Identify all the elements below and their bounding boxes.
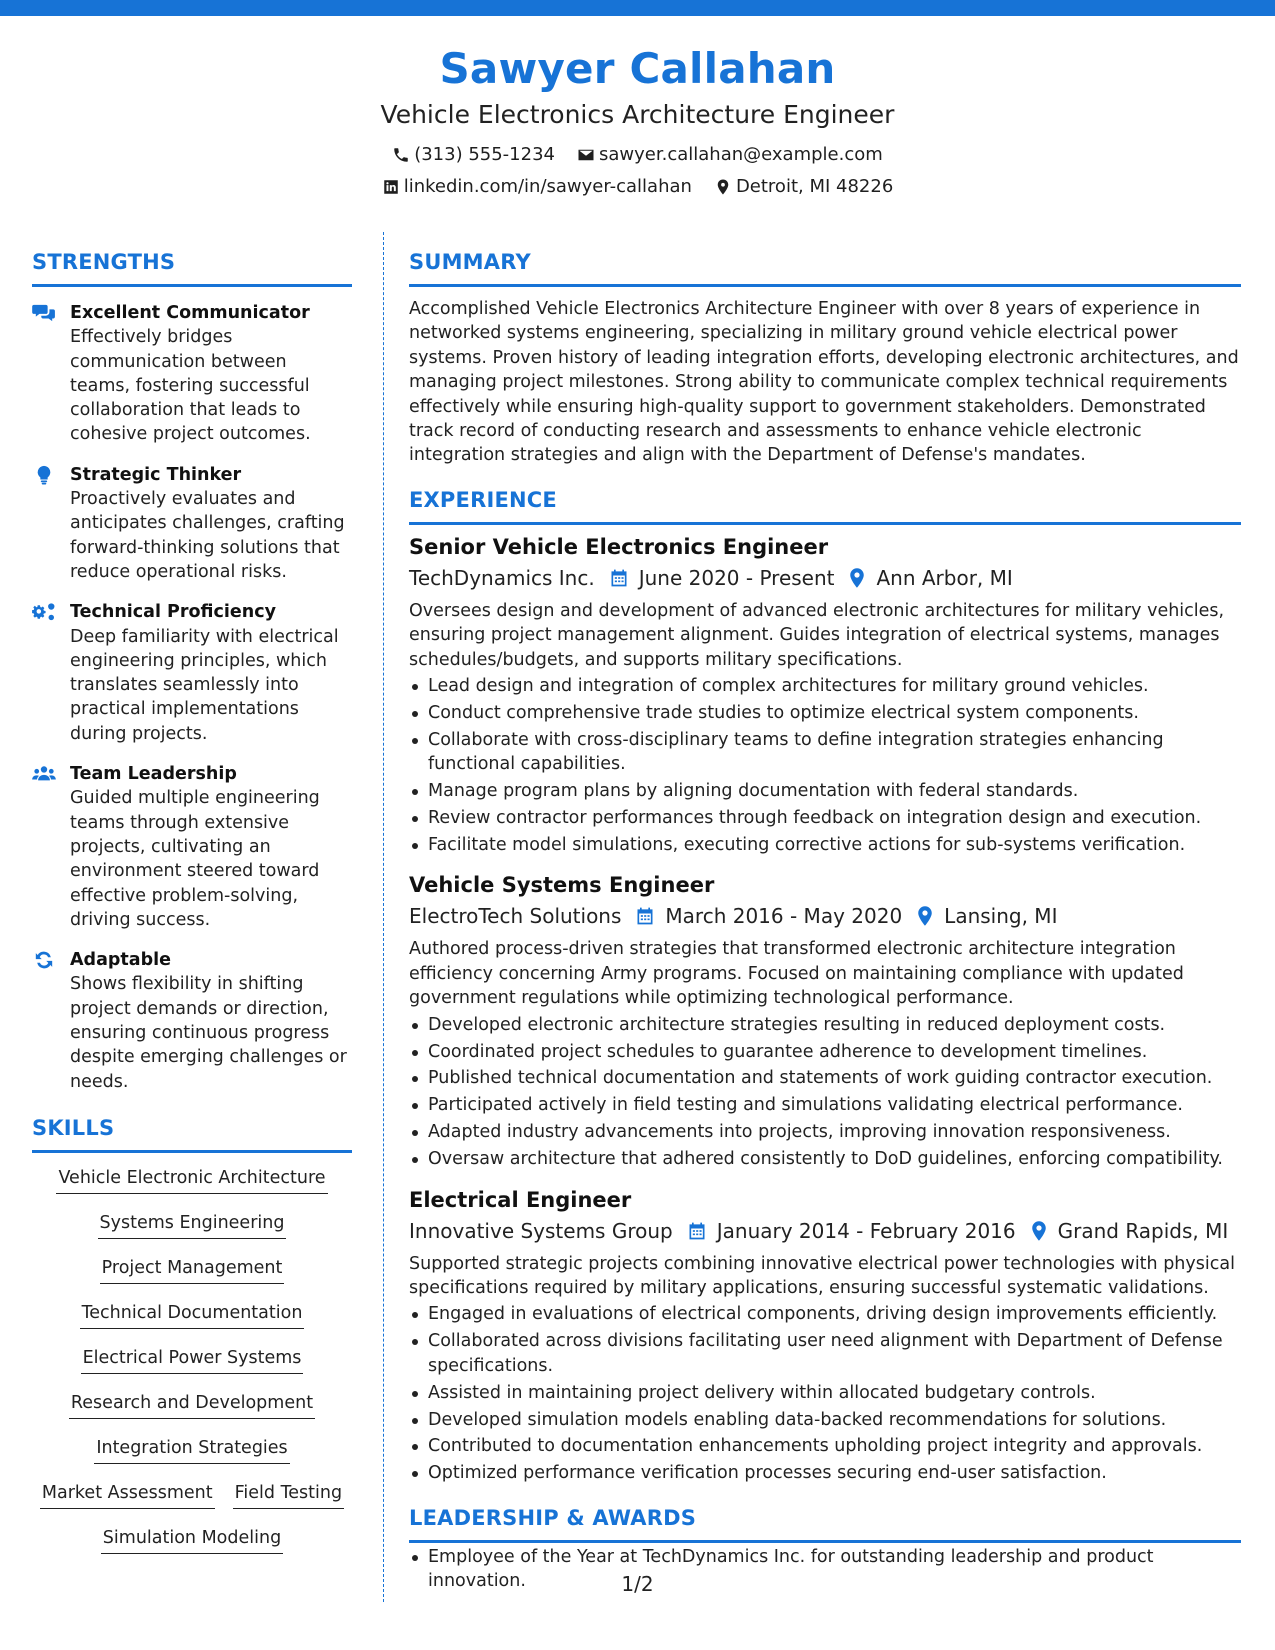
map-pin-icon bbox=[714, 178, 732, 196]
job-description: Authored process-driven strategies that transformed electronic architecture integration efficiency concerning Army programs. Focused on maintaining compliance with updated government regulations while optimizing technological performance. bbox=[409, 939, 1184, 1009]
column-divider bbox=[383, 232, 384, 1602]
chat-bubbles-icon bbox=[32, 303, 56, 323]
email-text: sawyer.callahan@example.com bbox=[599, 144, 883, 165]
skill-tag: Vehicle Electronic Architecture bbox=[56, 1167, 327, 1194]
awards-heading: LEADERSHIP & AWARDS bbox=[409, 1505, 697, 1530]
phone-icon bbox=[392, 146, 410, 164]
strength-item bbox=[32, 600, 352, 746]
job-bullet: Collaborate with cross-disciplinary teams to define integration strategies enhancing functional capabilities. bbox=[409, 728, 1241, 777]
job-bullet: Developed electronic architecture strategies resulting in reduced deployment costs. bbox=[409, 1013, 1241, 1037]
candidate-role: Vehicle Electronics Architecture Engineer bbox=[380, 100, 895, 129]
job-company: TechDynamics Inc. bbox=[409, 565, 595, 590]
strength-title: Strategic Thinker bbox=[70, 464, 242, 485]
strength-item bbox=[32, 948, 352, 1094]
job-bullets bbox=[409, 1013, 1241, 1172]
job-location: Lansing, MI bbox=[944, 904, 1058, 929]
email-contact[interactable] bbox=[577, 140, 883, 170]
job-title: Electrical Engineer bbox=[409, 1187, 632, 1212]
job-bullet: Manage program plans by aligning documentation with federal standards. bbox=[409, 779, 1241, 803]
job-bullet: Participated actively in field testing and simulations validating electrical performance. bbox=[409, 1093, 1241, 1117]
skill-tag: Electrical Power Systems bbox=[81, 1347, 304, 1374]
job-entry bbox=[409, 1186, 1241, 1486]
strength-text: Effectively bridges communication between teams, fostering successful collaboration that leads to cohesive project outcomes. bbox=[70, 327, 311, 445]
strength-text: Guided multiple engineering teams through extensive projects, cultivating an environment steered toward effective problem-solving, driving success. bbox=[70, 788, 320, 930]
location-text: Detroit, MI 48226 bbox=[735, 176, 894, 197]
job-bullet: Collaborated across divisions facilitating user need alignment with Department of Defense specifications. bbox=[409, 1329, 1241, 1378]
job-bullet: Review contractor performances through feedback on integration design and execution. bbox=[409, 806, 1241, 830]
right-column bbox=[409, 248, 1241, 1596]
left-column bbox=[32, 248, 352, 1572]
job-bullet: Coordinated project schedules to guarantee adherence to development timelines. bbox=[409, 1040, 1241, 1064]
job-entry bbox=[409, 533, 1241, 858]
resume-header bbox=[0, 40, 1275, 202]
strength-title: Excellent Communicator bbox=[70, 303, 310, 323]
skills-rule bbox=[32, 1150, 352, 1153]
job-company: ElectroTech Solutions bbox=[409, 904, 622, 929]
job-description: Oversees design and development of advanced electronic architectures for military vehicles, ensuring project management alignment. Guides integration of electrical systems, manages schedules/budgets, and supports military specifications. bbox=[409, 600, 1225, 670]
calendar-icon bbox=[687, 1221, 707, 1241]
strengths-rule bbox=[32, 284, 352, 287]
job-bullet: Lead design and integration of complex architectures for military ground vehicles. bbox=[409, 674, 1241, 698]
lightbulb-icon bbox=[32, 465, 56, 485]
job-location: Ann Arbor, MI bbox=[876, 565, 1013, 590]
phone-text: (313) 555-1234 bbox=[414, 144, 555, 165]
job-bullet: Optimized performance verification processes securing end-user satisfaction. bbox=[409, 1461, 1241, 1485]
linkedin-text: linkedin.com/in/sawyer-callahan bbox=[403, 176, 692, 197]
strength-item bbox=[32, 301, 352, 447]
skill-tag: Integration Strategies bbox=[94, 1437, 289, 1464]
candidate-name: Sawyer Callahan bbox=[439, 44, 836, 93]
skill-tag: Market Assessment bbox=[40, 1482, 215, 1509]
page-number: 1/2 bbox=[621, 1572, 654, 1596]
job-bullet: Facilitate model simulations, executing corrective actions for sub-systems verification. bbox=[409, 833, 1241, 857]
map-pin-icon bbox=[1030, 1220, 1048, 1242]
location-contact bbox=[714, 172, 893, 202]
summary-heading: SUMMARY bbox=[409, 250, 531, 274]
gears-icon bbox=[32, 602, 56, 622]
experience-rule bbox=[409, 522, 1241, 525]
strength-title: Adaptable bbox=[70, 950, 171, 971]
map-pin-icon bbox=[916, 905, 934, 927]
job-bullet: Developed simulation models enabling data-backed recommendations for solutions. bbox=[409, 1408, 1241, 1432]
job-dates: March 2016 - May 2020 bbox=[665, 904, 903, 929]
job-bullets bbox=[409, 1302, 1241, 1485]
job-bullet: Published technical documentation and statements of work guiding contractor execution. bbox=[409, 1066, 1241, 1090]
strengths-list bbox=[32, 301, 352, 1094]
skill-tag: Systems Engineering bbox=[98, 1212, 287, 1239]
users-icon bbox=[32, 764, 56, 784]
awards-rule bbox=[409, 1540, 1241, 1543]
job-dates: June 2020 - Present bbox=[638, 565, 835, 590]
job-title: Senior Vehicle Electronics Engineer bbox=[409, 534, 829, 559]
strengths-heading: STRENGTHS bbox=[32, 250, 176, 274]
job-meta bbox=[409, 1216, 1241, 1246]
top-accent-bar bbox=[0, 0, 1275, 16]
skills-list bbox=[32, 1167, 352, 1572]
job-bullet: Oversaw architecture that adhered consistently to DoD guidelines, enforcing compatibility. bbox=[409, 1147, 1241, 1171]
skill-tag: Field Testing bbox=[233, 1482, 344, 1509]
job-bullets bbox=[409, 674, 1241, 857]
strength-item bbox=[32, 463, 352, 584]
job-bullet: Engaged in evaluations of electrical components, driving design improvements efficiently. bbox=[409, 1302, 1241, 1326]
skill-tag: Project Management bbox=[100, 1257, 285, 1284]
contact-row-1 bbox=[0, 140, 1275, 170]
job-meta bbox=[409, 563, 1241, 593]
job-meta bbox=[409, 901, 1241, 931]
strength-text: Deep familiarity with electrical engineering principles, which translates seamlessly into practical implementations during projects. bbox=[70, 626, 339, 744]
job-bullet: Assisted in maintaining project delivery within allocated budgetary controls. bbox=[409, 1381, 1241, 1405]
skill-tag: Simulation Modeling bbox=[101, 1527, 283, 1554]
job-description: Supported strategic projects combining innovative electrical power technologies with physical specifications required by military applications, ensuring successful systematic validations. bbox=[409, 1253, 1235, 1298]
skill-tag: Research and Development bbox=[69, 1392, 315, 1419]
skills-heading: SKILLS bbox=[32, 1115, 115, 1140]
calendar-icon bbox=[609, 568, 629, 588]
job-entry bbox=[409, 871, 1241, 1171]
summary-rule bbox=[409, 284, 1241, 287]
job-bullet: Adapted industry advancements into projects, improving innovation responsiveness. bbox=[409, 1120, 1241, 1144]
strength-title: Technical Proficiency bbox=[70, 602, 276, 623]
strength-text: Shows flexibility in shifting project demands or direction, ensuring continuous progress despite emerging challenges or needs. bbox=[70, 974, 347, 1092]
strength-text: Proactively evaluates and anticipates challenges, crafting forward-thinking solutions that reduce operational risks. bbox=[70, 489, 345, 582]
job-company: Innovative Systems Group bbox=[409, 1218, 673, 1243]
envelope-icon bbox=[577, 146, 595, 164]
job-bullet: Conduct comprehensive trade studies to optimize electrical system components. bbox=[409, 701, 1241, 725]
summary-text: Accomplished Vehicle Electronics Architecture Engineer with over 8 years of experience in networked systems engineering, specializing in military ground vehicle electrical power systems. Proven history of leading integration efforts, developing electronic architectures, and managing project milestones. Strong ability to communicate complex technical requirements effectively while ensuring high-quality support to government stakeholders. Demonstrated track record of conducting research and assessments to enhance vehicle electronic integration strategies and align with the Department of Defense's mandates. bbox=[409, 299, 1239, 466]
job-title: Vehicle Systems Engineer bbox=[409, 873, 715, 898]
contact-row-2 bbox=[0, 172, 1275, 202]
job-dates: January 2014 - February 2016 bbox=[716, 1218, 1016, 1243]
experience-heading: EXPERIENCE bbox=[409, 487, 557, 512]
linkedin-contact[interactable] bbox=[382, 172, 692, 202]
skill-tag: Technical Documentation bbox=[80, 1302, 305, 1329]
calendar-icon bbox=[635, 906, 655, 926]
strength-title: Team Leadership bbox=[70, 764, 237, 785]
phone-contact[interactable] bbox=[392, 140, 555, 170]
sync-arrows-icon bbox=[32, 950, 56, 970]
linkedin-icon bbox=[382, 178, 400, 196]
job-location: Grand Rapids, MI bbox=[1057, 1218, 1229, 1243]
job-bullet: Contributed to documentation enhancements upholding project integrity and approvals. bbox=[409, 1434, 1241, 1458]
award-item: Employee of the Year at TechDynamics Inc. for outstanding leadership and product innovation. bbox=[409, 1545, 1241, 1594]
map-pin-icon bbox=[848, 567, 866, 589]
strength-item bbox=[32, 762, 352, 932]
